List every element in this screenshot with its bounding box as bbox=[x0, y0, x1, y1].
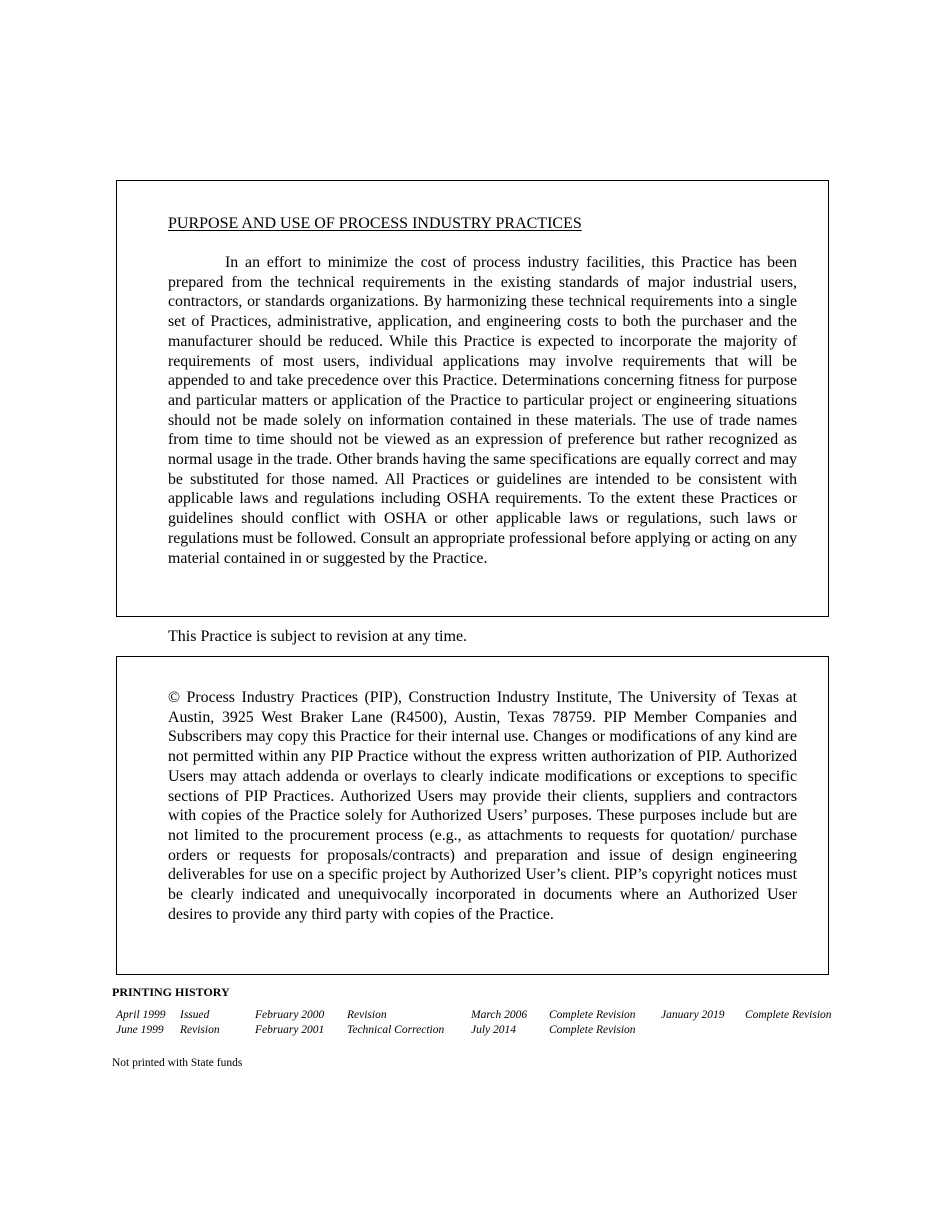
copyright-box bbox=[116, 656, 829, 975]
footer-note: Not printed with State funds bbox=[112, 1057, 243, 1069]
history-date: July 2014 bbox=[471, 1024, 517, 1036]
revision-note: This Practice is subject to revision at any time. bbox=[168, 628, 468, 645]
history-type: Complete Revision bbox=[549, 1009, 636, 1021]
copyright-body: © Process Industry Practices (PIP), Construction Industry Institute, The University of Texas at Austin, 3925 West Braker Lane (R4500), Austin, Texas 78759. PIP Member Companies and Subscribers may copy this Practice for their internal use. Changes or modifications of any kind are not permitted within any PIP Practice without the express written authorization of PIP. Authorized Users may attach addenda or overlays to clearly indicate modifications or exceptions to specific sections of PIP Practices. Authorized Users may provide their clients, suppliers and contractors with copies of the Practice solely for Authorized Users’ purposes. These purposes include but are not limited to the procurement process (e.g., as attachments to requests for quotation/ purchase orders or requests for proposals/contracts) and preparation and issue of design engineering deliverables for use on a specific project by Authorized User’s client. PIP’s copyright notices must be clearly indicated and unequivocally incorporated in documents where an Authorized User desires to provide any third party with copies of the Practice. bbox=[168, 689, 797, 923]
history-type: Technical Correction bbox=[347, 1024, 445, 1036]
history-type: Issued bbox=[180, 1009, 210, 1021]
history-type: Revision bbox=[347, 1009, 387, 1021]
history-date: February 2000 bbox=[255, 1009, 325, 1021]
history-date: January 2019 bbox=[661, 1009, 725, 1021]
purpose-body: In an effort to minimize the cost of process industry facilities, this Practice has been prepared from the technical requirements in the existing standards of major industrial users, contractors, or standards organizations. By harmonizing these technical requirements into a single set of Practices, administrative, application, and engineering costs to both the purchaser and the manufacturer should be reduced. While this Practice is expected to incorporate the majority of requirements of most users, individual applications may involve requirements that will be appended to and take precedence over this Practice. Determinations concerning fitness for purpose and particular matters or application of the Practice to particular project or engineering situations should not be made solely on information contained in these materials. The use of trade names from time to time should not be viewed as an expression of preference but rather recognized as normal usage in the trade. Other brands having the same specifications are equally correct and may be substituted for those named. All Practices or guidelines are intended to be consistent with applicable laws and regulations including OSHA requirements. To the extent these Practices or guidelines should conflict with OSHA or other applicable laws or regulations, such laws or regulations must be followed. Consult an appropriate professional before applying or acting on any material contained in or suggested by the Practice. bbox=[168, 254, 797, 567]
history-type: Complete Revision bbox=[745, 1009, 832, 1021]
history-date: April 1999 bbox=[116, 1009, 166, 1021]
purpose-heading: PURPOSE AND USE OF PROCESS INDUSTRY PRACTICES bbox=[168, 215, 582, 232]
history-type: Complete Revision bbox=[549, 1024, 636, 1036]
history-date: June 1999 bbox=[116, 1024, 164, 1036]
history-date: February 2001 bbox=[255, 1024, 325, 1036]
printing-history-heading: PRINTING HISTORY bbox=[112, 985, 230, 999]
purpose-box bbox=[116, 180, 829, 617]
history-type: Revision bbox=[180, 1024, 220, 1036]
history-date: March 2006 bbox=[471, 1009, 528, 1021]
